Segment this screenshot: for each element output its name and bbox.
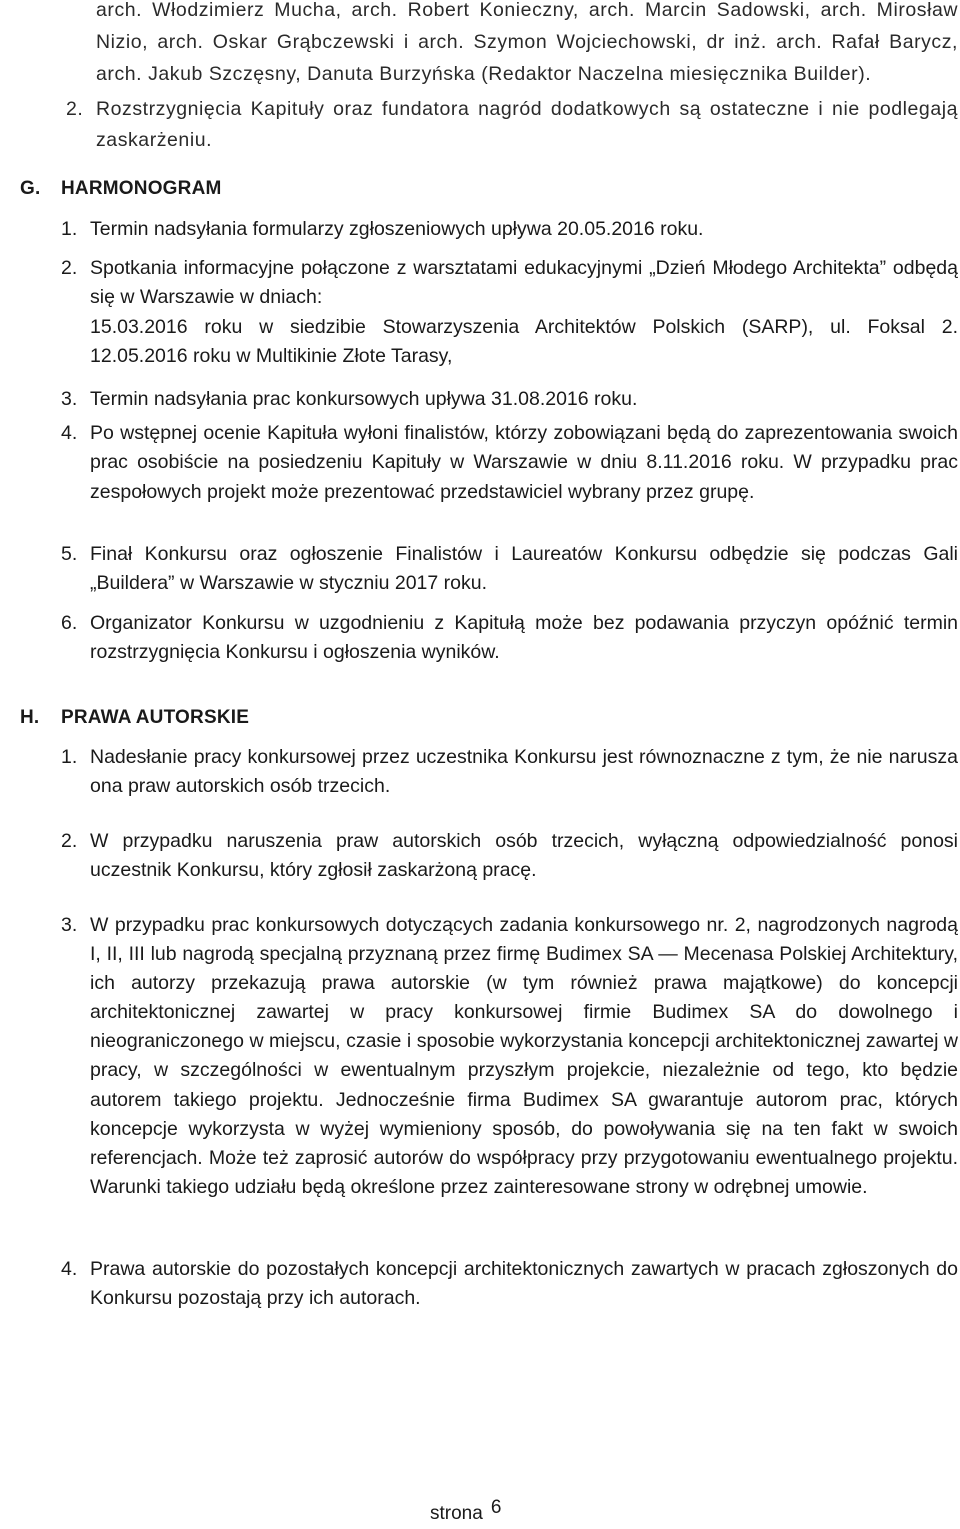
list-number: 5.: [61, 543, 78, 565]
list-item: [66, 94, 958, 156]
list-item-intro: Spotkania informacyjne połączone z warsztatami edukacyjnymi „Dzień Młodego Architekta” odbędą się w Warszawie w dniach:: [90, 257, 958, 309]
list-number: 2.: [61, 830, 78, 852]
list-item-text: W przypadku naruszenia praw autorskich osób trzecich, wyłączną odpowiedzialność ponosi uczestnik Konkursu, który zgłosił zaskarżoną pracę.: [90, 830, 958, 882]
list-number: 3.: [61, 388, 78, 410]
list-item-text: Organizator Konkursu w uzgodnieniu z Kapitułą może bez podawania przyczyn opóźnić termin rozstrzygnięcia Konkursu i ogłoszenia wyników.: [90, 612, 958, 664]
jury-members-paragraph: [96, 0, 958, 90]
section-letter: H.: [20, 707, 40, 728]
section-title: HARMONOGRAM: [61, 178, 222, 199]
list-item-text: Termin nadsyłania prac konkursowych upływa 31.08.2016 roku.: [90, 388, 638, 410]
list-item-text: Prawa autorskie do pozostałych koncepcji architektonicznych zawartych w pracach zgłoszonych do Konkursu pozostają przy ich autorach.: [90, 1258, 958, 1310]
list-item-text: Termin nadsyłania formularzy zgłoszeniowych upływa 20.05.2016 roku.: [90, 218, 704, 240]
list-number: 3.: [61, 914, 78, 936]
list-item-text: Finał Konkursu oraz ogłoszenie Finalistów i Laureatów Konkursu odbędzie się podczas Gali „Buildera” w Warszawie w styczniu 2017 roku.: [90, 543, 958, 595]
list-number: 1.: [61, 746, 78, 768]
jury-members-text: arch. Włodzimierz Mucha, arch. Robert Konieczny, arch. Marcin Sadowski, arch. Mirosław Nizio, arch. Oskar Grąbczewski i arch. Szymon Wojciechowski, dr inż. arch. Rafał Barycz, arch. Jakub Szczęsny, Danuta Burzyńska (Redaktor Naczelna miesięcznika Builder).: [96, 0, 958, 85]
list-item: [61, 419, 958, 507]
list-item-text: Rozstrzygnięcia Kapituły oraz fundatora nagród dodatkowych są ostateczne i nie podlegają zaskarżeniu.: [96, 98, 958, 151]
list-item: [61, 215, 958, 244]
list-item: [61, 540, 958, 599]
list-number: 4.: [61, 1258, 78, 1280]
section-letter: G.: [20, 178, 41, 199]
meeting-date-1: 15.03.2016 roku w siedzibie Stowarzyszenia Architektów Polskich (SARP), ul. Foksal 2.: [90, 315, 958, 338]
section-title: PRAWA AUTORSKIE: [61, 707, 250, 728]
list-item: [61, 911, 958, 1202]
list-item-text: Nadesłanie pracy konkursowej przez uczestnika Konkursu jest równoznaczne z tym, że nie narusza ona praw autorskich osób trzecich.: [90, 746, 958, 798]
list-number: 2.: [61, 257, 78, 279]
list-item-text: W przypadku prac konkursowych dotyczących zadania konkursowego nr. 2, nagrodzonych nagrodą I, II, III lub nagrodą specjalną przyznaną przez firmę Budimex SA — Mecenasa Polskiej Architektury, ich autorzy przekazują prawa autorskie (w tym również prawa majątkowe) do koncepcji architektonicznej zawartej w pracy konkursowej firmie Budimex SA do dowolnego i nieograniczonego w miejscu, czasie i sposobie wykorzystania koncepcji architektonicznej zawartej w pracy, w szczególności w ewentualnym przyszłym projekcie, niezależnie od tego, kto będzie autorem takiego projektu. Jednocześnie firma Budimex SA gwarantuje autorom prac, których koncepcje wykorzysta w wyżej wymieniony sposób, do powoływania się na ten fakt w swoich referencjach. Może też zaprosić autorów do współpracy przy przygotowaniu ewentualnego projektu. Warunki takiego udziału będą określone przez zainteresowane strony w odrębnej umowie.: [90, 914, 958, 1198]
list-item: [61, 609, 958, 668]
page-label: strona: [430, 1503, 483, 1524]
page-footer: [430, 1497, 502, 1525]
list-item: [61, 254, 958, 371]
list-item-text: Po wstępnej ocenie Kapituła wyłoni finalistów, którzy zobowiązani będą do zaprezentowania swoich prac osobiście na posiedzeniu Kapituły w Warszawie w dniu 8.11.2016 roku. W przypadku prac zespołowych projekt może prezentować przedstawiciel wybrany przez grupę.: [90, 422, 958, 503]
list-number: 6.: [61, 612, 78, 634]
list-number: 4.: [61, 422, 78, 444]
list-number: 1.: [61, 218, 78, 240]
list-item-text: [90, 254, 958, 371]
list-item: [61, 385, 958, 414]
list-item: [61, 743, 958, 802]
list-item: [61, 827, 958, 886]
meeting-date-2: 12.05.2016 roku w Multikinie Złote Tarasy,: [90, 344, 453, 367]
list-number: 2.: [66, 98, 84, 120]
list-item: [61, 1255, 958, 1314]
page-number: 6: [490, 1497, 502, 1518]
